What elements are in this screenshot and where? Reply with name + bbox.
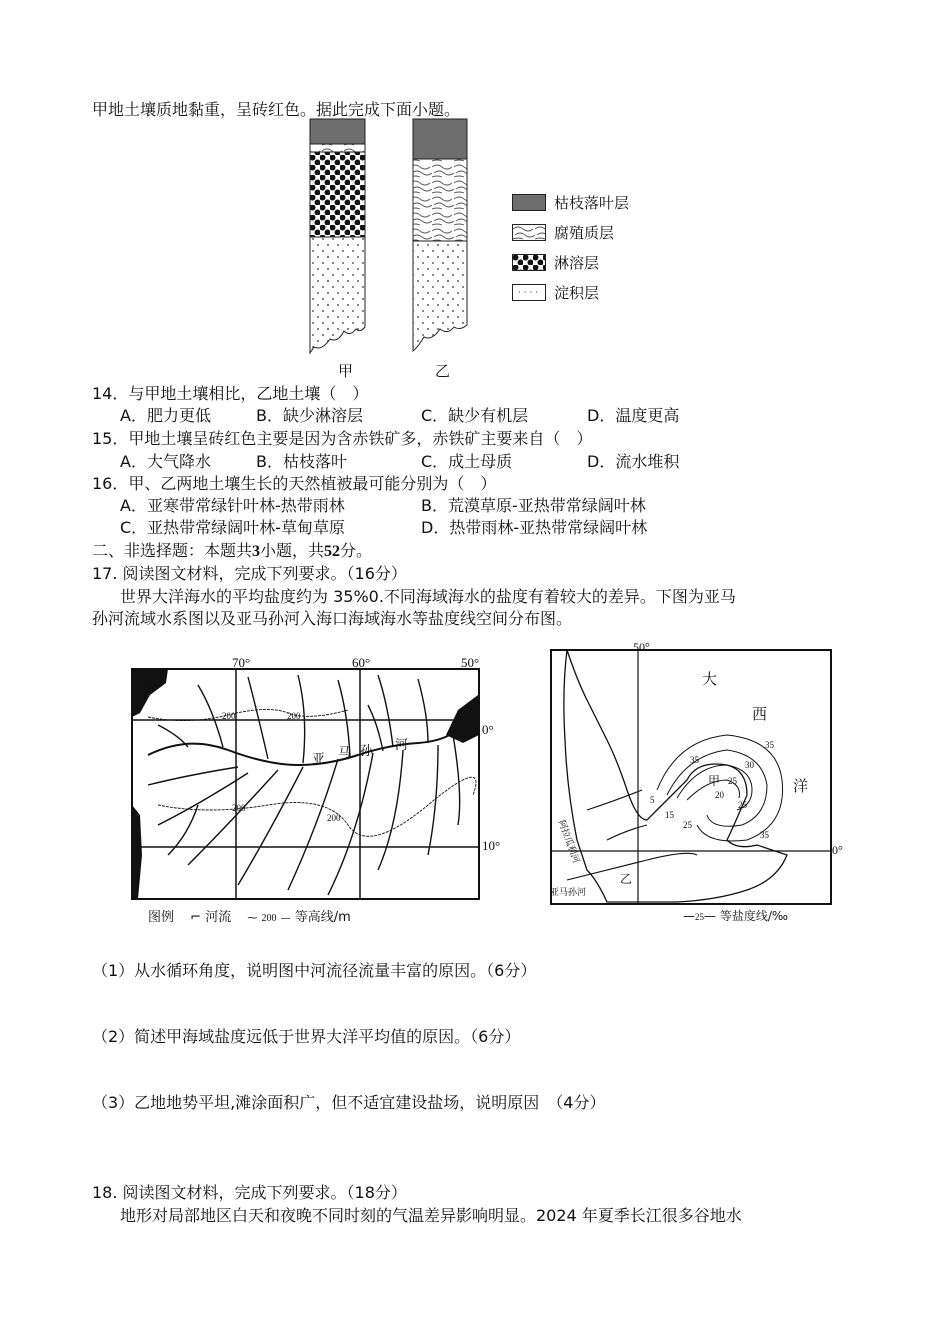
question-15-stem: 15．甲地土壤呈砖红色主要是因为含赤铁矿多，赤铁矿主要来自（ ） — [92, 429, 593, 448]
q16-option-a[interactable]: A．亚寒带常绿针叶林-热带雨林 — [120, 496, 345, 515]
soil-profile-figure — [300, 115, 480, 380]
ocean-char-3: 洋 — [793, 777, 809, 795]
river-legend-icon: ⌐ — [190, 910, 202, 925]
contour-200-a: 200 — [137, 677, 151, 687]
right-lon-50: 50° — [633, 640, 650, 654]
salinity-25-b: 25 — [738, 800, 747, 810]
q17-para-line1: 世界大洋海水的平均盐度约为 35%0.不同海域海水的盐度有着较大的差异。下图为亚马 — [120, 587, 736, 606]
q17-para-line2: 孙河流域水系图以及亚马孙河入海口海域海水等盐度线空间分布图。 — [92, 609, 573, 628]
salinity-legend — [683, 907, 788, 924]
legend-contour-text: 等高线/m — [294, 910, 351, 925]
q14-option-c[interactable]: C．缺少有机层 — [421, 406, 529, 425]
legend-litter-label: 枯枝落叶层 — [554, 194, 630, 212]
ocean-char-2: 西 — [752, 705, 768, 723]
contour-legend-tail: — — [280, 913, 291, 924]
profile-label-yi: 乙 — [435, 362, 451, 380]
lon-60: 60° — [352, 655, 371, 670]
intro-text: 甲地土壤质地黏重，呈砖红色。据此完成下面小题。 — [92, 100, 461, 119]
river-char-3: 孙 — [360, 744, 374, 759]
question-16-stem: 16．甲、乙两地土壤生长的天然植被最可能分别为（ ） — [92, 474, 497, 493]
tidal-flat-yi-label: 乙 — [620, 872, 633, 886]
q16-option-c[interactable]: C．亚热带常绿阔叶林-草甸草原 — [120, 518, 345, 537]
river-araguari-label: 阿拉瓜利河 — [555, 819, 581, 865]
salinity-30: 30 — [745, 760, 754, 770]
q14-option-b[interactable]: B．缺少淋溶层 — [256, 406, 363, 425]
salinity-20: 20 — [715, 790, 724, 800]
salinity-35-b: 35 — [765, 740, 774, 750]
contour-200-b: 200 — [222, 711, 236, 721]
river-char-2: 马 — [338, 746, 352, 761]
q14-option-a[interactable]: A．肥力更低 — [120, 406, 211, 425]
question-14-stem: 14．与甲地土壤相比，乙地土壤（ ） — [92, 384, 369, 403]
legend-contour-value: 200 — [261, 913, 277, 924]
q15-option-c[interactable]: C．成土母质 — [421, 452, 513, 471]
contour-200-d: 200 — [232, 803, 246, 813]
lat-10: 10° — [482, 838, 501, 853]
section2-prefix: 二、非选择题：本题共 — [92, 541, 253, 560]
humus-swatch — [512, 224, 546, 241]
legend-river: 河流 — [205, 910, 232, 925]
profile-label-jia: 甲 — [338, 362, 354, 380]
section2-suffix: 分。 — [340, 541, 373, 560]
river-char-1: 亚 — [312, 752, 326, 767]
salinity-25-c: 25 — [683, 820, 692, 830]
lat-0: 0° — [482, 722, 494, 737]
q17-sub3: （3）乙地地势平坦,滩涂面积广，但不适宜建设盐场，说明原因 （4分） — [92, 1093, 606, 1112]
q15-option-b[interactable]: B．枯枝落叶 — [256, 452, 347, 471]
profile-yi — [413, 119, 467, 351]
amazon-basin-map — [128, 655, 488, 923]
q14-option-d[interactable]: D．温度更高 — [587, 406, 680, 425]
q15-option-a[interactable]: A．大气降水 — [120, 452, 211, 471]
ocean-char-1: 大 — [702, 670, 718, 688]
illuvial-swatch — [512, 284, 546, 301]
contour-200-c: 200 — [287, 711, 301, 721]
salinity-legend-text: 等盐度线/‰ — [719, 909, 788, 923]
salinity-15: 15 — [665, 810, 674, 820]
eluvial-swatch — [512, 254, 546, 271]
salinity-35-a: 35 — [690, 755, 699, 765]
q18-title: 18. 阅读图文材料，完成下列要求。（18分） — [92, 1183, 407, 1202]
salinity-35-c: 35 — [760, 830, 769, 840]
svg-text:· · · ·: · · · · — [518, 288, 539, 298]
q17-title: 17. 阅读图文材料，完成下列要求。（16分） — [92, 564, 407, 583]
q16-option-b[interactable]: B．荒漠草原-亚热带常绿阔叶林 — [421, 496, 646, 515]
river-char-4: 河 — [395, 738, 409, 753]
q17-sub1: （1）从水循环角度，说明图中河流径流量丰富的原因。（6分） — [92, 961, 537, 980]
sea-jia-label: 甲 — [708, 774, 721, 788]
lon-70: 70° — [232, 655, 251, 670]
lon-50: 50° — [461, 655, 480, 670]
river-amazon-label: 亚马孙河 — [550, 888, 587, 898]
q16-option-d[interactable]: D．热带雨林-亚热带常绿阔叶林 — [421, 518, 648, 537]
salinity-25-a: 25 — [728, 776, 737, 786]
litter-swatch — [512, 194, 546, 211]
legend-eluvial-label: 淋溶层 — [554, 254, 600, 272]
q17-sub2: （2）简述甲海域盐度远低于世界大洋平均值的原因。（6分） — [92, 1027, 521, 1046]
map-left-legend — [148, 906, 351, 925]
isoline-legend-tail: — — [704, 909, 716, 923]
isoline-legend-icon: — — [683, 909, 695, 923]
legend-title: 图例 — [148, 910, 175, 925]
section-2-heading — [92, 538, 372, 561]
q18-para: 地形对局部地区白天和夜晚不同时刻的气温差异影响明显。2024 年夏季长江很多谷地水 — [120, 1206, 742, 1225]
section2-mid: 小题，共 — [260, 541, 325, 560]
salinity-5: 5 — [650, 795, 655, 805]
legend-humus-label: 腐殖质层 — [554, 224, 615, 242]
legend-illuvial-label: 淀积层 — [554, 284, 600, 302]
contour-200-e: 200 — [327, 813, 341, 823]
profile-jia — [310, 119, 365, 353]
right-lat-0: 0° — [832, 843, 843, 857]
q15-option-d[interactable]: D．流水堆积 — [587, 452, 680, 471]
salinity-legend-value: 25 — [695, 912, 704, 922]
contour-legend-icon: ⁓ — [247, 913, 258, 924]
section2-score: 52 — [324, 543, 341, 560]
section2-count: 3 — [252, 543, 261, 560]
